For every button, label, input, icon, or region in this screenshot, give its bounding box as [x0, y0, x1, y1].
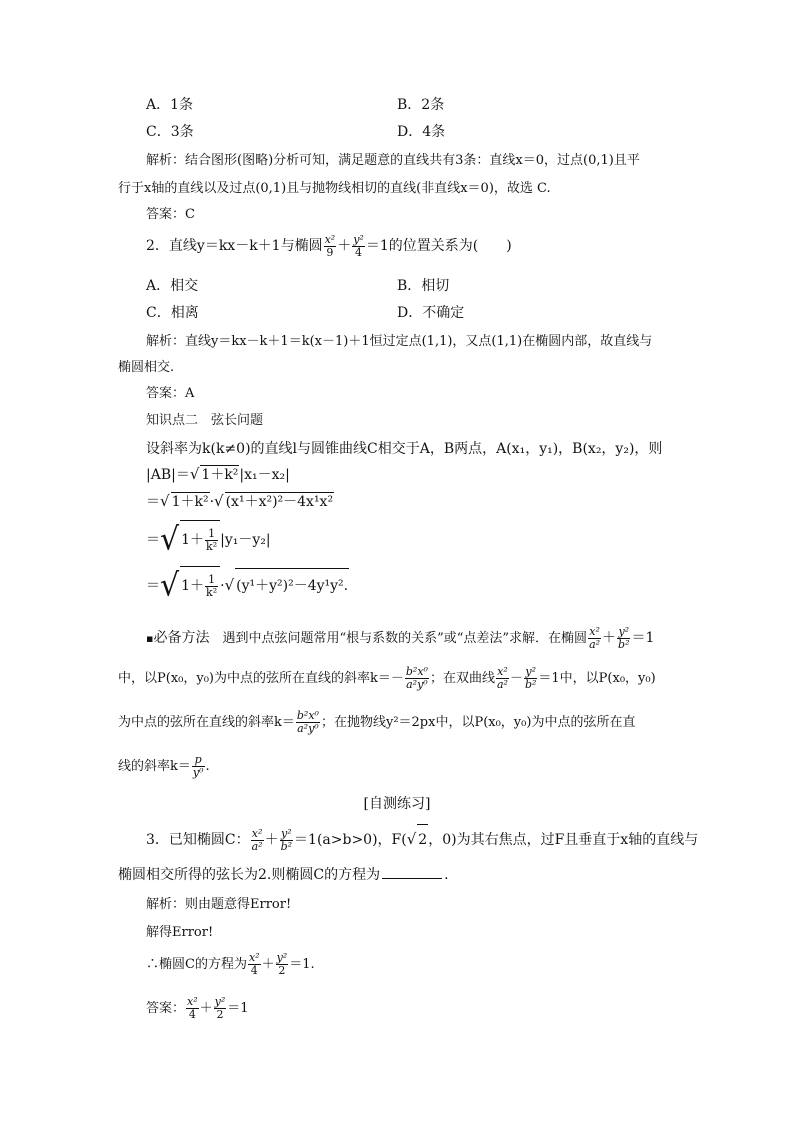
f2-root2: (x¹＋x²)²－4x¹x²	[225, 494, 334, 510]
method-t3b: ；在抛物线y²＝2px中，以P(x₀，y₀)为中点的弦所在直	[320, 715, 636, 730]
q3-analysis-den1: 4	[250, 964, 258, 977]
q1-option-b: B．2条	[397, 97, 445, 113]
method-t1-num2: y²	[618, 624, 630, 638]
f2-prefix: ＝	[146, 494, 160, 510]
method-t2a: 中，以P(x₀，y₀)为中点的弦所在直线的斜率k＝－	[118, 671, 404, 686]
f3-root	[180, 520, 220, 557]
f3-num: 1	[205, 528, 218, 541]
q3-analysis-line2: 解得Error!	[146, 925, 214, 940]
q3-line-1: 3．已知椭圆C： $\frac{\text{x²}}{\text{a²}}$ ＋ $\frac{\text{y²}}{\text{b²}}$ ＝1(a>b>0)，F(√ 2，0)为其右焦点，过F且垂直于x轴的直线与	[146, 824, 698, 855]
q2-answer: 答案：A	[146, 386, 195, 401]
method-line-4	[118, 752, 210, 782]
method-line-2	[118, 664, 656, 694]
q2-option-b: B．相切	[397, 278, 450, 294]
method-t4a: 线的斜率k＝	[118, 759, 191, 774]
q2-prefix: 2．直线y＝kx－k＋1与椭圆	[146, 238, 323, 254]
f4-one: 1＋	[181, 578, 205, 594]
q3-p1: 3．已知椭圆C：	[146, 832, 250, 848]
f2-root1: 1＋k²	[171, 494, 209, 510]
formula-line-2: ＝√ 1＋k²·√ (x¹＋x²)²－4x¹x²	[146, 492, 334, 510]
method-t2-den3: b²	[524, 678, 537, 691]
q3-analysis-line3	[146, 950, 315, 980]
knowledge-heading: 知识点二 弦长问题	[146, 413, 264, 428]
q3-plus: ＋	[264, 832, 279, 848]
formula-line-1: |AB|＝√ 1＋k²|x₁－x₂|	[146, 465, 290, 483]
q2-fraction-y	[352, 234, 365, 259]
q3-den1: a²	[251, 839, 263, 853]
f4-root2: (y¹＋y²)²－4y¹y².	[235, 568, 349, 603]
method-t2-num3: y²	[525, 665, 536, 678]
q2-option-d: D．不确定	[397, 305, 465, 321]
q1-analysis-line2: 行于x轴的直线以及过点(0,1)且与抛物线相切的直线(非直线x＝0)，故选 C.	[118, 181, 551, 196]
q2-option-a: A．相交	[146, 278, 199, 294]
q3-answer-den2: 2	[216, 1008, 224, 1021]
q1-answer: 答案：C	[146, 207, 195, 222]
q3-root: 2	[417, 824, 428, 855]
method-t3a: 为中点的弦所在直线的斜率k＝	[118, 715, 295, 730]
q2-option-c: C．相离	[146, 305, 199, 321]
formula-line-4: ＝√ 1＋ $\frac{1}{\text{k²}}$ ·√ (y¹＋y²)²－4y¹y².	[146, 567, 349, 604]
q2-suffix: ＝1的位置关系为( )	[365, 238, 512, 254]
f3-suffix: |y₁－y₂|	[220, 532, 271, 548]
method-t1-end: ＝1	[631, 630, 655, 646]
q3-num1: x²	[251, 826, 263, 840]
method-t4-num: p	[192, 754, 205, 767]
q1-option-a: A．1条	[146, 97, 194, 113]
knowledge-intro: 设斜率为k(k≠0)的直线l与圆锥曲线C相交于A，B两点，A(x₁，y₁)，B(x₂，y₂)，则	[146, 441, 663, 457]
q2-analysis-line2: 椭圆相交.	[118, 360, 175, 375]
q2-frac1-den: 9	[326, 245, 334, 259]
q2-frac2-den: 4	[355, 245, 363, 259]
method-t1-plus: ＋	[602, 630, 617, 646]
f4-num: 1	[205, 574, 218, 587]
f4-root	[180, 566, 220, 603]
q3-answer-prefix: 答案：	[146, 1001, 186, 1016]
method-t2-den2: a²	[496, 678, 508, 691]
method-line-3	[118, 708, 635, 738]
f2-dot: ·	[209, 494, 215, 510]
f3-den: k²	[206, 539, 218, 553]
f4-den: k²	[206, 585, 218, 599]
q2-frac2-num: y²	[353, 232, 364, 246]
q3-analysis-num1: x²	[248, 951, 260, 964]
q3-answer-plus: ＋	[199, 1001, 213, 1016]
q3-line2b: .	[444, 867, 449, 883]
q3-analysis-prefix: ∴椭圆C的方程为	[146, 957, 247, 972]
method-t3-den: a²y⁰	[297, 722, 319, 735]
method-line-1	[146, 624, 654, 653]
q2-stem	[146, 233, 512, 259]
method-t2-num: b²x⁰	[405, 665, 428, 678]
method-t3-num: b²x⁰	[296, 709, 319, 722]
method-t1: 遇到中点弦问题常用“根与系数的关系”或“点差法”求解．在椭圆	[209, 631, 588, 646]
method-t1-num1: x²	[589, 624, 600, 638]
method-t1-den1: a²	[589, 637, 601, 651]
q3-analysis-num2: y²	[276, 951, 288, 964]
q3-analysis-line1: 解析：则由题意得Error!	[146, 897, 292, 912]
q1-option-d: D．4条	[397, 124, 446, 140]
q1-option-c: C．3条	[146, 124, 194, 140]
method-t1-den2: b²	[618, 637, 630, 651]
f3-prefix: ＝	[146, 532, 160, 548]
q1-analysis-line1: 解析：结合图形(图略)分析可知，满足题意的直线共有3条：直线x＝0，过点(0,1)且平	[146, 153, 640, 168]
q3-answer	[146, 994, 249, 1024]
q3-answer-den1: 4	[188, 1008, 196, 1021]
method-t4-den: y⁰	[192, 766, 204, 779]
f1-root: 1＋k²	[201, 467, 239, 483]
q2-plus: ＋	[337, 238, 352, 254]
q3-p3: ，0)为其右焦点，过F且垂直于x轴的直线与	[428, 832, 699, 848]
method-t4b: .	[205, 759, 210, 774]
self-test-heading: [自测练习]	[363, 796, 431, 812]
method-t2b: ；在双曲线	[429, 671, 495, 686]
answer-blank	[382, 878, 442, 879]
q3-analysis-suffix: ＝1.	[289, 957, 315, 972]
method-t2-den: a²y⁰	[406, 678, 428, 691]
method-t2-minus: －	[509, 671, 523, 686]
q3-analysis-plus: ＋	[261, 957, 275, 972]
q3-num2: y²	[281, 826, 292, 840]
q3-line-2	[118, 866, 449, 884]
q2-analysis-line1: 解析：直线y＝kx－k＋1＝k(x－1)＋1恒过定点(1,1)，又点(1,1)在椭圆内部，故直线与	[146, 334, 653, 349]
q3-analysis-den2: 2	[278, 964, 286, 977]
f4-dot: ·	[220, 578, 225, 594]
f1-prefix: |AB|＝	[146, 467, 190, 483]
q3-answer-num2: y²	[214, 995, 226, 1008]
q3-p2: ＝1(a>b>0)，F(	[294, 832, 407, 848]
q3-answer-suffix: ＝1	[227, 1001, 249, 1016]
f1-suffix: |x₁－x₂|	[239, 467, 290, 483]
formula-line-3: ＝√ 1＋ $\frac{1}{\text{k²}}$ |y₁－y₂|	[146, 521, 271, 558]
q2-frac1-num: x²	[324, 232, 336, 246]
method-title: 必备方法	[153, 630, 210, 646]
q2-fraction-x	[324, 234, 337, 259]
q3-den2: b²	[280, 839, 293, 853]
method-t2c: ＝1中，以P(x₀，y₀)	[538, 671, 656, 686]
q3-line2a: 椭圆相交所得的弦长为2.则椭圆C的方程为	[118, 867, 381, 883]
f4-prefix: ＝	[146, 578, 160, 594]
q3-answer-num1: x²	[187, 995, 198, 1008]
f3-one: 1＋	[181, 532, 205, 548]
method-marker-icon: ▪	[146, 632, 154, 645]
method-t2-num2: x²	[497, 665, 508, 678]
